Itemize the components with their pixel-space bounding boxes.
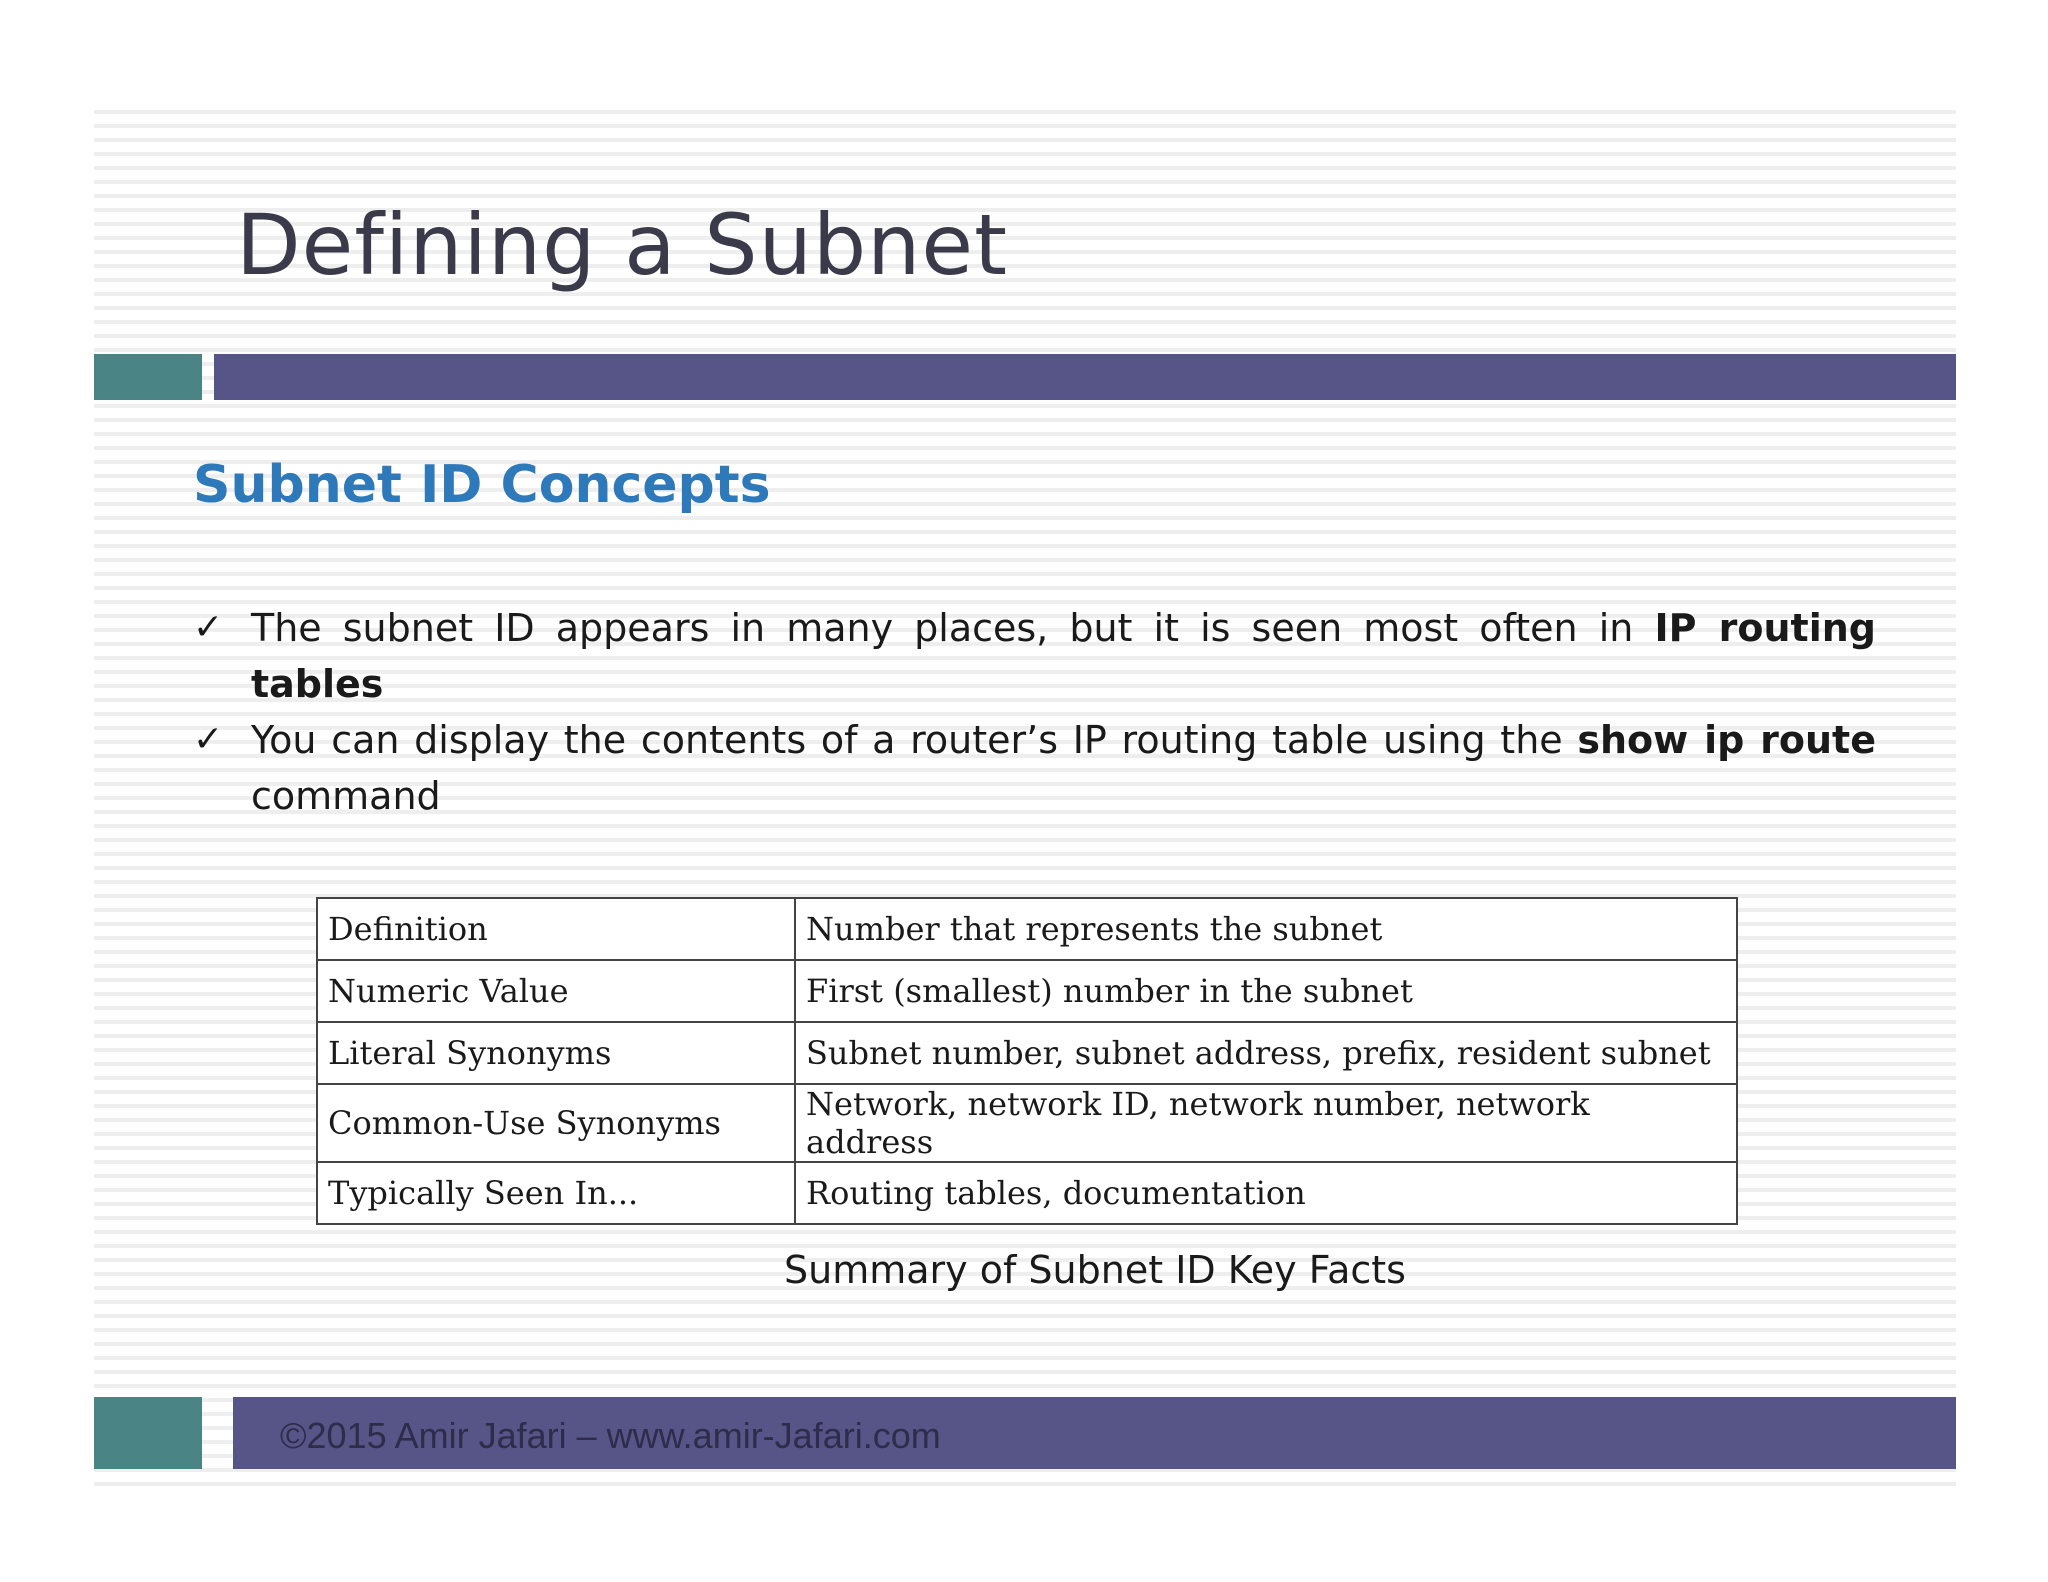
- table-row: [317, 898, 1737, 960]
- bullet-bold-text: show ip route: [1577, 718, 1876, 762]
- checkmark-icon: ✓: [193, 719, 224, 760]
- bullet-text: The subnet ID appears in many places, but it is seen most often in: [251, 606, 1655, 650]
- section-heading: Subnet ID Concepts: [193, 455, 771, 515]
- checkmark-icon: ✓: [193, 607, 224, 648]
- table-key-cell: Definition: [317, 898, 795, 960]
- bullet-text: You can display the contents of a router’s IP routing table using the: [251, 718, 1578, 762]
- header-band: [214, 354, 1956, 400]
- subnet-facts-table: [316, 897, 1738, 1225]
- footer-copyright: ©2015 Amir Jafari – www.amir-Jafari.com: [280, 1415, 941, 1456]
- table-row: [317, 1022, 1737, 1084]
- header-band-accent: [94, 354, 202, 400]
- table-value-cell: Subnet number, subnet address, prefix, resident subnet: [795, 1022, 1737, 1084]
- table-value-cell: First (smallest) number in the subnet: [795, 960, 1737, 1022]
- table-key-cell: Common-Use Synonyms: [317, 1084, 795, 1162]
- bullet-item: [193, 712, 1876, 824]
- bullet-text-continued: command: [251, 774, 441, 818]
- bullet-item: [193, 600, 1876, 712]
- table-row: [317, 1084, 1737, 1162]
- table-key-cell: Literal Synonyms: [317, 1022, 795, 1084]
- footer-band-accent: [94, 1397, 202, 1469]
- table-row: [317, 960, 1737, 1022]
- table-value-cell: Routing tables, documentation: [795, 1162, 1737, 1224]
- table-value-cell: Number that represents the subnet: [795, 898, 1737, 960]
- table-caption: Summary of Subnet ID Key Facts: [784, 1248, 1406, 1292]
- table-value-cell: Network, network ID, network number, network address: [795, 1084, 1737, 1162]
- slide-title: Defining a Subnet: [236, 196, 1009, 294]
- table-row: [317, 1162, 1737, 1224]
- table-key-cell: Typically Seen In...: [317, 1162, 795, 1224]
- bullet-bold-text: IP routing tables: [251, 606, 1877, 706]
- table-key-cell: Numeric Value: [317, 960, 795, 1022]
